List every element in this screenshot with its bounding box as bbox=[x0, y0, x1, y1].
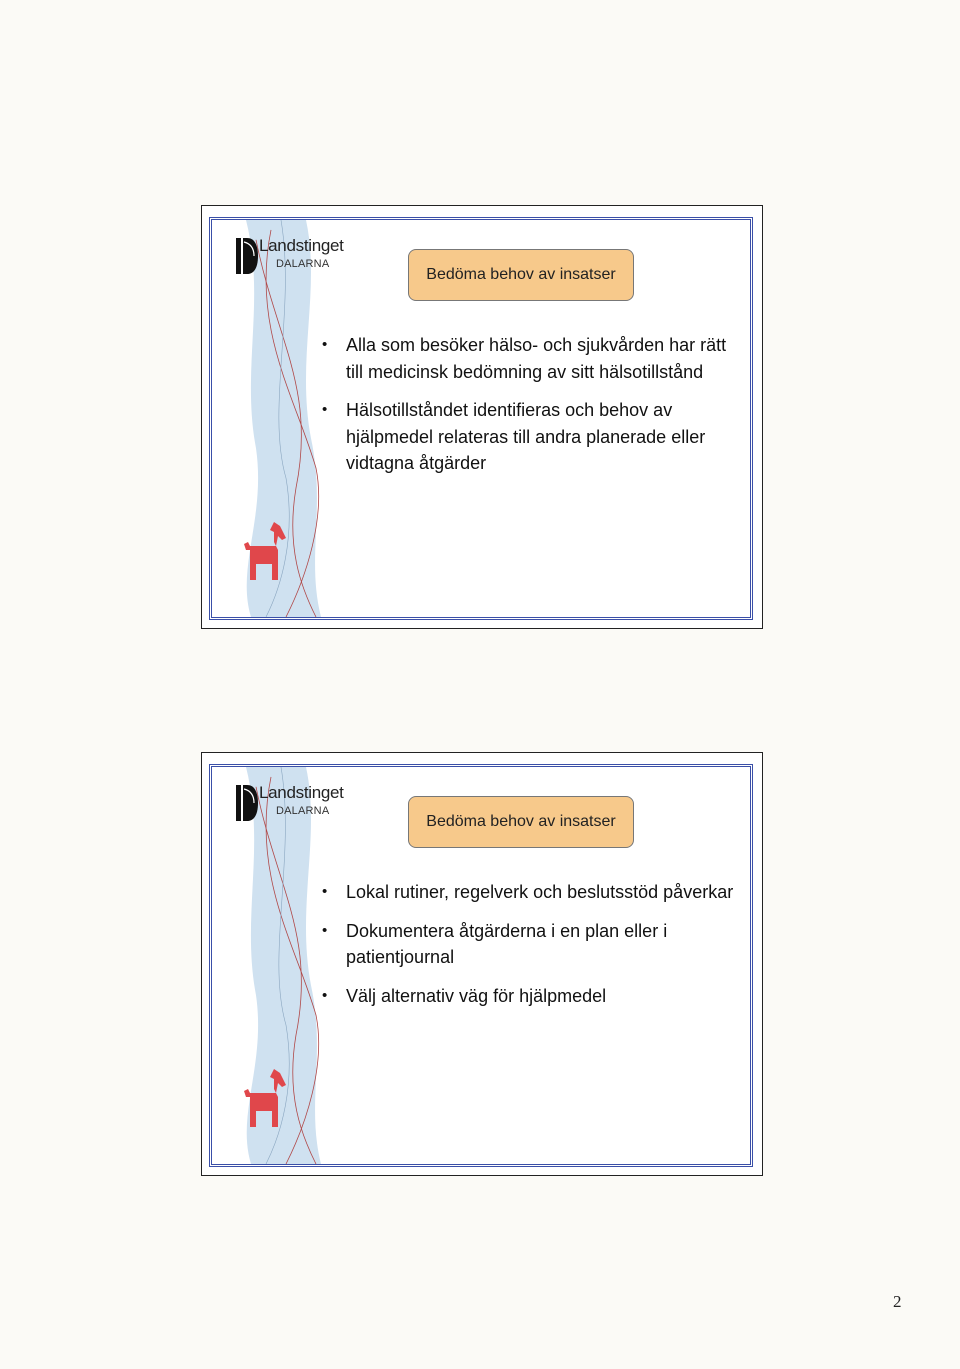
page-number: 2 bbox=[893, 1292, 902, 1311]
bullet-item: • Dokumentera åtgärderna i en plan eller i patientjournal bbox=[322, 918, 742, 971]
slide-frame bbox=[209, 764, 753, 1167]
dala-horse-icon bbox=[240, 520, 288, 582]
logo-name: Landstinget bbox=[259, 236, 344, 255]
slide-2 bbox=[201, 752, 763, 1176]
bullet-list bbox=[322, 332, 742, 489]
landstinget-logo bbox=[236, 783, 346, 829]
logo-name: Landstinget bbox=[259, 783, 344, 802]
slide-title: Bedöma behov av insatser bbox=[408, 249, 634, 301]
logo-mark-icon bbox=[236, 236, 258, 276]
landstinget-logo bbox=[236, 236, 346, 282]
logo-mark-icon bbox=[236, 783, 258, 823]
bullet-item: • Hälsotillståndet identifieras och behov av hjälpmedel relateras till andra planerade eller vidtagna åtgärder bbox=[322, 397, 742, 477]
slide-frame bbox=[209, 217, 753, 620]
logo-region: DALARNA bbox=[276, 805, 330, 817]
dala-horse-icon bbox=[240, 1067, 288, 1129]
slide-1 bbox=[201, 205, 763, 629]
bullet-item: • Alla som besöker hälso- och sjukvården har rätt till medicinsk bedömning av sitt hälsotillstånd bbox=[322, 332, 742, 385]
slide-title: Bedöma behov av insatser bbox=[408, 796, 634, 848]
bullet-item: • Välj alternativ väg för hjälpmedel bbox=[322, 983, 742, 1010]
bullet-list bbox=[322, 879, 742, 1021]
logo-region: DALARNA bbox=[276, 258, 330, 270]
bullet-item: • Lokal rutiner, regelverk och beslutsstöd påverkar bbox=[322, 879, 742, 906]
